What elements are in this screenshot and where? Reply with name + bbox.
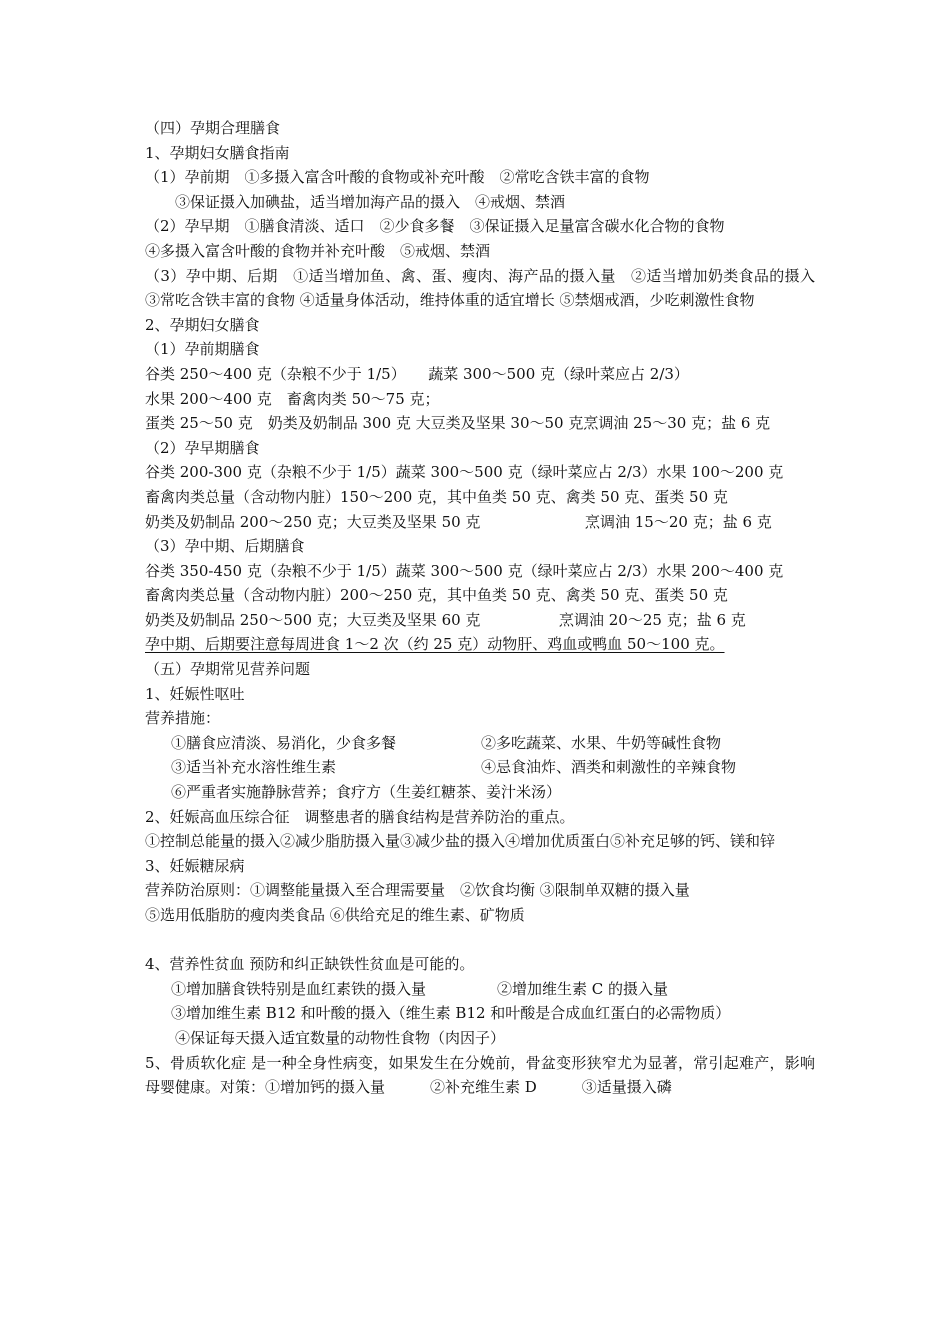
paragraph-line: （1）孕前期 ①多摄入富含叶酸的食物或补充叶酸 ②常吃含铁丰富的食物 <box>145 168 650 187</box>
blank-line <box>145 928 815 953</box>
paragraph-line: （2）孕早期 ①膳食清淡、适口 ②少食多餐 ③保证摄入足量富含碳水化合物的食物 <box>145 217 725 236</box>
paragraph: ①控制总能量的摄入②减少脂肪摄入量③减少盐的摄入④增加优质蛋白⑤补充足够的钙、镁和锌 <box>145 832 776 851</box>
paragraph-line: 谷类 200-300 克（杂粮不少于 1/5）蔬菜 300～500 克（绿叶菜应占 2/3）水果 100～200 克 <box>145 463 784 482</box>
paragraph-line <box>145 977 815 1002</box>
subsection-heading: 4、营养性贫血 预防和纠正缺铁性贫血是可能的。 <box>145 955 475 974</box>
list-item: ⑥严重者实施静脉营养；食疗方（生姜红糖茶、姜汁米汤） <box>171 783 562 802</box>
paragraph: 5、骨质软化症 是一种全身性病变，如果发生在分娩前，骨盆变形狭窄尤为显著，常引起难产，影响母婴健康。对策：①增加钙的摄入量 ②补充维生素 D ③适量摄入磷 <box>145 1053 815 1097</box>
subsection-heading: （3）孕中期、后期膳食 <box>145 537 305 556</box>
paragraph-line: 谷类 250～400 克（杂粮不少于 1/5） 蔬菜 300～500 克（绿叶菜应占 2/3） <box>145 364 689 383</box>
text-segment: 奶类及奶制品 250～500 克；大豆类及坚果 60 克 <box>145 610 481 629</box>
paragraph-line: ③保证摄入加碘盐，适当增加海产品的摄入 ④戒烟、禁酒 <box>175 192 566 211</box>
list-item: ④忌食油炸、酒类和刺激性的辛辣食物 <box>481 758 737 777</box>
paragraph-line <box>145 510 815 535</box>
subsection-heading: 2、孕期妇女膳食 <box>145 315 260 334</box>
paragraph-line: ④多摄入富含叶酸的食物并补充叶酸 ⑤戒烟、禁酒 <box>145 241 491 260</box>
section-heading: （四）孕期合理膳食 <box>145 119 281 137</box>
document-body <box>145 116 815 1100</box>
subsection-heading: 2、妊娠高血压综合征 调整患者的膳食结构是营养防治的重点。 <box>145 807 575 826</box>
list-item: ②增加维生素 C 的摄入量 <box>497 979 669 998</box>
paragraph-line: 谷类 350-450 克（杂粮不少于 1/5）蔬菜 300～500 克（绿叶菜应占 2/3）水果 200～400 克 <box>145 561 784 580</box>
text-segment: 烹调油 20～25 克；盐 6 克 <box>559 610 746 629</box>
list-item: ④保证每天摄入适宜数量的动物性食物（肉因子） <box>175 1028 506 1047</box>
paragraph-line: 畜禽肉类总量（含动物内脏）150～200 克，其中鱼类 50 克、禽类 50 克、蛋类 50 克 <box>145 487 728 506</box>
paragraph-line <box>145 731 815 756</box>
paragraph-line: 水果 200～400 克 畜禽肉类 50～75 克； <box>145 389 440 408</box>
subsection-heading: 1、妊娠性呕吐 <box>145 684 245 703</box>
paragraph-line: ⑤选用低脂肪的瘦肉类食品 ⑥供给充足的维生素、矿物质 <box>145 906 525 924</box>
paragraph-line: 蛋类 25～50 克 奶类及奶制品 300 克 大豆类及坚果 30～50 克烹调油 25～30 克；盐 6 克 <box>145 414 771 433</box>
section-heading: （五）孕期常见营养问题 <box>145 660 311 679</box>
text-segment: 烹调油 15～20 克；盐 6 克 <box>585 512 772 531</box>
subsection-heading: 3、妊娠糖尿病 <box>145 856 245 875</box>
paragraph-line: 营养措施： <box>145 709 221 728</box>
list-item: ①膳食应清淡、易消化，少食多餐 <box>171 733 397 752</box>
underlined-note: 孕中期、后期要注意每周进食 1～2 次（约 25 克）动物肝、鸡血或鸭血 50～100 克。 <box>145 635 725 654</box>
text-segment: 奶类及奶制品 200～250 克；大豆类及坚果 50 克 <box>145 512 481 531</box>
subsection-heading: （2）孕早期膳食 <box>145 438 260 457</box>
paragraph-line <box>145 608 815 633</box>
paragraph-line <box>145 755 815 780</box>
list-item: ③适当补充水溶性维生素 <box>171 758 337 777</box>
list-item: ③增加维生素 B12 和叶酸的摄入（维生素 B12 和叶酸是合成血红蛋白的必需物质） <box>171 1004 731 1023</box>
subsection-heading: 1、孕期妇女膳食指南 <box>145 143 290 162</box>
paragraph: （3）孕中期、后期 ①适当增加鱼、禽、蛋、瘦肉、海产品的摄入量 ②适当增加奶类食品的摄入 ③常吃含铁丰富的食物 ④适量身体活动，维持体重的适宜增长 ⑤禁烟戒酒，少吃刺激性食物 <box>145 266 815 310</box>
list-item: ②多吃蔬菜、水果、牛奶等碱性食物 <box>481 733 722 752</box>
subsection-heading: （1）孕前期膳食 <box>145 340 260 359</box>
paragraph-line: 畜禽肉类总量（含动物内脏）200～250 克，其中鱼类 50 克、禽类 50 克、蛋类 50 克 <box>145 586 728 605</box>
list-item: ①增加膳食铁特别是血红素铁的摄入量 <box>171 979 427 998</box>
paragraph-line: 营养防治原则：①调整能量摄入至合理需要量 ②饮食均衡 ③限制单双糖的摄入量 <box>145 881 690 900</box>
